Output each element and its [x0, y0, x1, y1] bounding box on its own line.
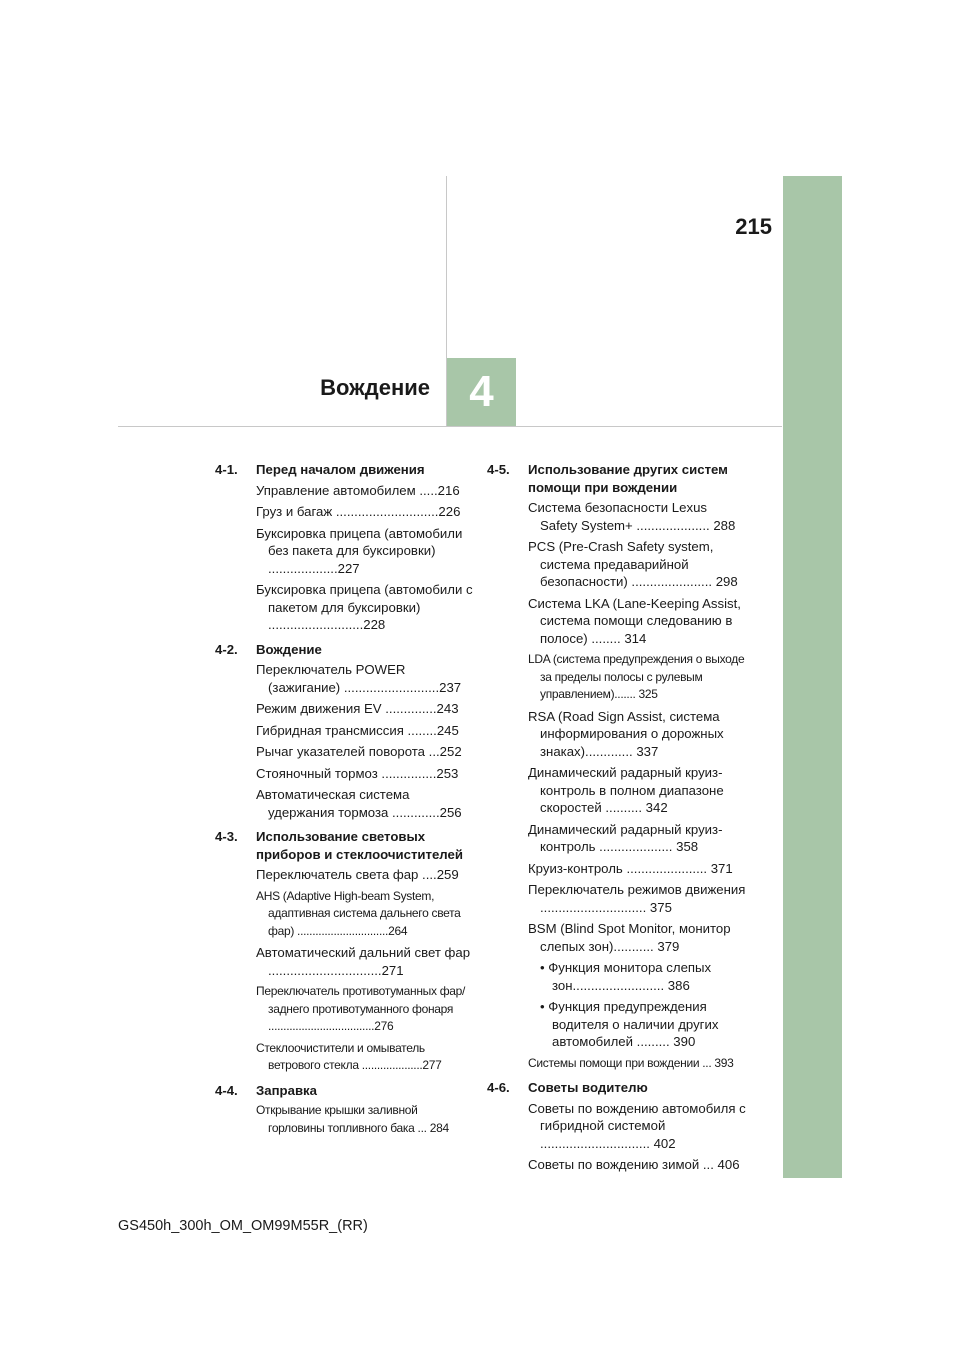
toc-entry[interactable]	[215, 1040, 475, 1075]
toc-right-column	[487, 461, 747, 1181]
toc-entry-text: PCS (Pre-Crash Safety system, система предаварийной безопасности) ...................... 298	[528, 539, 738, 589]
toc-section-heading[interactable]	[215, 828, 475, 863]
toc-entry-text: Буксировка прицепа (автомобили с пакетом для буксировки) ..........................228	[256, 582, 473, 632]
toc-entry[interactable]	[215, 1102, 475, 1137]
toc-section	[215, 828, 475, 1075]
toc-entry-text: Гибридная трансмиссия ........245	[256, 722, 459, 738]
toc-section	[215, 641, 475, 822]
toc-section-number: 4-4.	[215, 1082, 238, 1098]
toc-entry[interactable]	[487, 499, 747, 534]
toc-entry-text: Режим движения EV ..............243	[256, 701, 459, 716]
chapter-number-badge	[447, 358, 516, 426]
toc-entry[interactable]	[487, 595, 747, 648]
toc-entry-text: Система безопасности Lexus Safety System+ .................... 288	[528, 500, 736, 533]
toc-entry[interactable]	[487, 1055, 747, 1073]
toc-entry[interactable]	[487, 998, 747, 1051]
toc-entry[interactable]	[487, 764, 747, 817]
chapter-title: Вождение	[320, 375, 430, 400]
toc-entry-text: BSM (Blind Spot Monitor, монитор слепых зон)........... 379	[528, 921, 731, 954]
toc-entry-text: RSA (Road Sign Assist, система информирования о дорожных знаках)............. 337	[528, 708, 724, 759]
toc-section-heading[interactable]	[215, 461, 475, 479]
toc-entry[interactable]	[215, 866, 475, 884]
toc-section-heading[interactable]	[215, 641, 475, 659]
toc-section-heading[interactable]	[487, 1079, 747, 1097]
toc-entry-text: AHS (Adaptive High-beam System, адаптивная система дальнего света фар) ..............................264	[256, 888, 461, 938]
toc-entry[interactable]	[215, 944, 475, 979]
toc-entry[interactable]	[215, 888, 475, 941]
toc-left-column	[215, 461, 475, 1144]
page-number: 215	[735, 214, 772, 239]
toc-entry[interactable]	[487, 651, 747, 704]
toc-section	[215, 1082, 475, 1138]
toc-entry[interactable]	[487, 920, 747, 955]
toc-entry[interactable]	[215, 786, 475, 821]
toc-section-title: Перед началом движения	[256, 462, 425, 477]
toc-entry-text: Динамический радарный круиз-контроль в полном диапазоне скоростей .......... 342	[528, 765, 724, 815]
toc-entry[interactable]	[215, 503, 475, 521]
toc-entry-text: Автоматическая система удержания тормоза .............256	[256, 787, 462, 820]
toc-section-title: Использование других систем помощи при вождении	[528, 462, 728, 495]
toc-section	[215, 461, 475, 634]
toc-entry[interactable]	[487, 1156, 747, 1174]
toc-entry-text: Стеклоочистители и омыватель ветрового стекла ....................277	[256, 1040, 442, 1072]
toc-entry-text: Система LKA (Lane-Keeping Assist, система помощи следованию в полосе) ........ 314	[528, 595, 741, 646]
toc-section-number: 4-5.	[487, 462, 510, 477]
toc-section-number: 4-2.	[215, 641, 238, 657]
toc-entry[interactable]	[487, 959, 747, 994]
toc-entry-text: Управление автомобилем .....216	[256, 482, 460, 498]
toc-entry[interactable]	[215, 983, 475, 1036]
toc-entry-text: Переключатель POWER (зажигание) ..........................237	[256, 662, 462, 695]
toc-entry[interactable]	[487, 1100, 747, 1153]
toc-entry[interactable]	[215, 700, 475, 718]
toc-entry[interactable]	[215, 581, 475, 634]
document-code: GS450h_300h_OM_OM99M55R_(RR)	[118, 1218, 368, 1234]
toc-section-title: Использование световых приборов и стеклоочистителей	[256, 829, 463, 862]
toc-entry-text: Буксировка прицепа (автомобили без пакета для буксировки) ...................227	[256, 525, 463, 576]
toc-section	[487, 1079, 747, 1174]
toc-section-heading[interactable]	[215, 1082, 475, 1100]
toc-entry-text: Советы по вождению зимой ... 406	[528, 1157, 740, 1172]
toc-entry[interactable]	[215, 482, 475, 500]
toc-entry[interactable]	[215, 525, 475, 578]
toc-entry-text: Стояночный тормоз ...............253	[256, 765, 459, 781]
toc-section-title: Советы водителю	[528, 1080, 648, 1095]
toc-entry-text: Открывание крышки заливной горловины топливного бака ... 284	[256, 1103, 449, 1135]
toc-entry[interactable]	[215, 661, 475, 696]
toc-entry-text: Переключатель противотуманных фар/заднего противотуманного фонаря ...................................276	[256, 984, 466, 1033]
toc-section-title: Заправка	[256, 1082, 317, 1098]
toc-entry-text: LDA (система предупреждения о выходе за пределы полосы с рулевым управлением)....... 325	[528, 652, 745, 701]
toc-entry-text: • Функция монитора слепых зон......................... 386	[540, 960, 712, 993]
toc-entry-text: Круиз-контроль ...................... 371	[528, 860, 733, 876]
toc-entry[interactable]	[487, 860, 747, 878]
toc-section	[487, 461, 747, 1072]
toc-entry-text: Советы по вождению автомобиля с гибридной системой .............................. 402	[528, 1100, 746, 1151]
chapter-number: 4	[469, 367, 494, 416]
toc-entry[interactable]	[487, 538, 747, 591]
toc-entry-text: • Функция предупреждения водителя о наличии других автомобилей ......... 390	[540, 999, 719, 1049]
toc-section-heading[interactable]	[487, 461, 747, 496]
toc-entry-text: Автоматический дальний свет фар ...............................271	[256, 945, 471, 978]
toc-entry-text: Рычаг указателей поворота ...252	[256, 744, 462, 759]
toc-entry[interactable]	[487, 881, 747, 916]
chapter-side-tab	[783, 176, 842, 1178]
toc-entry-text: Груз и багаж ............................226	[256, 504, 461, 519]
toc-entry-text: Динамический радарный круиз-контроль .................... 358	[528, 821, 723, 854]
toc-entry-text: Системы помощи при вождении ... 393	[528, 1055, 734, 1070]
toc-entry[interactable]	[215, 722, 475, 740]
toc-entry-text: Переключатель света фар ....259	[256, 867, 459, 882]
toc-section-number: 4-6.	[487, 1080, 510, 1095]
toc-section-number: 4-3.	[215, 829, 238, 844]
toc-entry[interactable]	[215, 743, 475, 761]
toc-section-number: 4-1.	[215, 462, 238, 477]
header-horizontal-rule	[118, 426, 782, 427]
toc-entry[interactable]	[487, 708, 747, 761]
toc-entry[interactable]	[487, 821, 747, 856]
toc-section-title: Вождение	[256, 641, 322, 657]
toc-entry-text: Переключатель режимов движения ............................. 375	[528, 882, 746, 915]
toc-entry[interactable]	[215, 765, 475, 783]
